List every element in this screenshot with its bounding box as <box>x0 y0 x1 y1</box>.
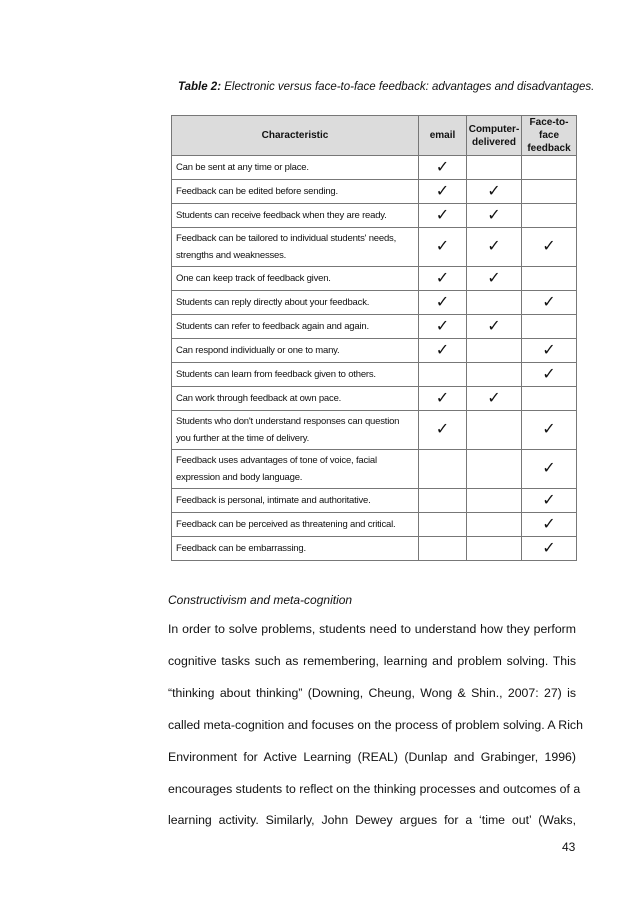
section-heading: Constructivism and meta-cognition <box>168 593 353 607</box>
checkmark-icon: ✓ <box>542 421 556 438</box>
checkmark-icon: ✓ <box>435 238 450 255</box>
face-to-face-cell <box>522 489 577 513</box>
characteristic-cell: Feedback can be embarrassing. <box>172 537 419 561</box>
checkmark-icon: ✓ <box>542 365 556 383</box>
computer-delivered-cell <box>467 204 522 228</box>
characteristic-cell: Can be sent at any time or place. <box>172 156 419 180</box>
checkmark-icon: ✓ <box>435 293 450 311</box>
email-cell <box>419 267 467 291</box>
body-line: cognitive tasks such as remembering, learning and problem solving. This <box>168 654 576 668</box>
table-header-row <box>172 116 577 156</box>
table-row <box>172 411 577 450</box>
checkmark-icon: ✓ <box>435 206 450 224</box>
computer-delivered-cell <box>467 537 522 561</box>
face-to-face-cell <box>522 180 577 204</box>
table-row <box>172 489 577 513</box>
table-row <box>172 339 577 363</box>
computer-delivered-cell <box>467 513 522 537</box>
face-to-face-cell <box>522 411 577 450</box>
face-to-face-cell <box>522 267 577 291</box>
face-to-face-cell <box>522 513 577 537</box>
body-line: In order to solve problems, students need to understand how they perform <box>168 622 576 636</box>
characteristic-cell: Students can reply directly about your feedback. <box>172 291 419 315</box>
face-to-face-cell <box>522 315 577 339</box>
table-row <box>172 156 577 180</box>
header-characteristic: Characteristic <box>172 116 419 156</box>
page-number: 43 <box>562 840 576 854</box>
face-to-face-cell <box>522 291 577 315</box>
computer-delivered-cell <box>467 363 522 387</box>
email-cell <box>419 411 467 450</box>
header-email: email <box>419 116 467 156</box>
characteristic-cell: Feedback can be edited before sending. <box>172 180 419 204</box>
face-to-face-cell <box>522 156 577 180</box>
characteristic-cell: Students can refer to feedback again and again. <box>172 315 419 339</box>
email-cell <box>419 489 467 513</box>
checkmark-icon: ✓ <box>435 158 450 176</box>
checkmark-icon: ✓ <box>542 341 556 359</box>
table-row <box>172 315 577 339</box>
email-cell <box>419 291 467 315</box>
checkmark-icon: ✓ <box>435 389 450 407</box>
face-to-face-cell <box>522 537 577 561</box>
checkmark-icon: ✓ <box>487 269 501 287</box>
email-cell <box>419 513 467 537</box>
characteristic-cell: Students can learn from feedback given to others. <box>172 363 419 387</box>
body-line: learning activity. Similarly, John Dewey argues for a ‘time out’ (Waks, <box>168 813 576 827</box>
computer-delivered-cell <box>467 156 522 180</box>
email-cell <box>419 339 467 363</box>
body-line: Environment for Active Learning (REAL) (Dunlap and Grabinger, 1996) <box>168 750 576 764</box>
feedback-comparison-table <box>171 115 577 561</box>
characteristic-cell: Can work through feedback at own pace. <box>172 387 419 411</box>
email-cell <box>419 450 467 489</box>
checkmark-icon: ✓ <box>487 389 501 407</box>
checkmark-icon: ✓ <box>542 460 556 477</box>
header-computer-delivered: Computer- delivered <box>467 116 522 156</box>
face-to-face-cell <box>522 204 577 228</box>
computer-delivered-cell <box>467 489 522 513</box>
checkmark-icon: ✓ <box>487 182 501 200</box>
characteristic-cell: Students who don't understand responses can question you further at the time of delivery. <box>172 411 419 450</box>
table-row <box>172 450 577 489</box>
computer-delivered-cell <box>467 267 522 291</box>
table-row <box>172 267 577 291</box>
characteristic-cell: Students can receive feedback when they are ready. <box>172 204 419 228</box>
body-line: “thinking about thinking” (Downing, Cheung, Wong & Shin., 2007: 27) is <box>168 686 576 700</box>
header-face-to-face: Face-to-face feedback <box>522 116 577 156</box>
computer-delivered-cell <box>467 411 522 450</box>
email-cell <box>419 180 467 204</box>
computer-delivered-cell <box>467 315 522 339</box>
body-line: encourages students to reflect on the thinking processes and outcomes of a <box>168 782 581 796</box>
checkmark-icon: ✓ <box>435 317 450 335</box>
table-row <box>172 228 577 267</box>
characteristic-cell: One can keep track of feedback given. <box>172 267 419 291</box>
checkmark-icon: ✓ <box>435 182 450 200</box>
checkmark-icon: ✓ <box>487 317 501 335</box>
checkmark-icon: ✓ <box>542 491 556 509</box>
email-cell <box>419 156 467 180</box>
table-row <box>172 387 577 411</box>
characteristic-cell: Feedback is personal, intimate and authoritative. <box>172 489 419 513</box>
computer-delivered-cell <box>467 228 522 267</box>
body-line: called meta-cognition and focuses on the process of problem solving. A Rich <box>168 718 583 732</box>
face-to-face-cell <box>522 387 577 411</box>
characteristic-cell: Feedback uses advantages of tone of voice, facial expression and body language. <box>172 450 419 489</box>
checkmark-icon: ✓ <box>542 515 556 533</box>
checkmark-icon: ✓ <box>435 421 450 438</box>
checkmark-icon: ✓ <box>487 206 501 224</box>
table-row <box>172 537 577 561</box>
computer-delivered-cell <box>467 291 522 315</box>
face-to-face-cell <box>522 450 577 489</box>
email-cell <box>419 204 467 228</box>
checkmark-icon: ✓ <box>542 293 556 311</box>
table-row <box>172 513 577 537</box>
checkmark-icon: ✓ <box>435 269 450 287</box>
checkmark-icon: ✓ <box>435 341 450 359</box>
face-to-face-cell <box>522 363 577 387</box>
characteristic-cell: Can respond individually or one to many. <box>172 339 419 363</box>
table-row <box>172 363 577 387</box>
characteristic-cell: Feedback can be perceived as threatening and critical. <box>172 513 419 537</box>
face-to-face-cell <box>522 339 577 363</box>
checkmark-icon: ✓ <box>542 539 556 557</box>
computer-delivered-cell <box>467 387 522 411</box>
table-caption-text: Electronic versus face-to-face feedback: advantages and disadvantages. <box>221 81 595 93</box>
email-cell <box>419 363 467 387</box>
computer-delivered-cell <box>467 339 522 363</box>
table-caption <box>178 81 594 93</box>
checkmark-icon: ✓ <box>542 238 556 255</box>
computer-delivered-cell <box>467 180 522 204</box>
face-to-face-cell <box>522 228 577 267</box>
table-row <box>172 180 577 204</box>
computer-delivered-cell <box>467 450 522 489</box>
table-row <box>172 291 577 315</box>
table-body <box>172 156 577 561</box>
email-cell <box>419 315 467 339</box>
table-caption-label: Table 2: <box>178 81 222 93</box>
email-cell <box>419 228 467 267</box>
checkmark-icon: ✓ <box>487 238 501 255</box>
email-cell <box>419 537 467 561</box>
email-cell <box>419 387 467 411</box>
table-row <box>172 204 577 228</box>
characteristic-cell: Feedback can be tailored to individual students' needs, strengths and weaknesses. <box>172 228 419 267</box>
